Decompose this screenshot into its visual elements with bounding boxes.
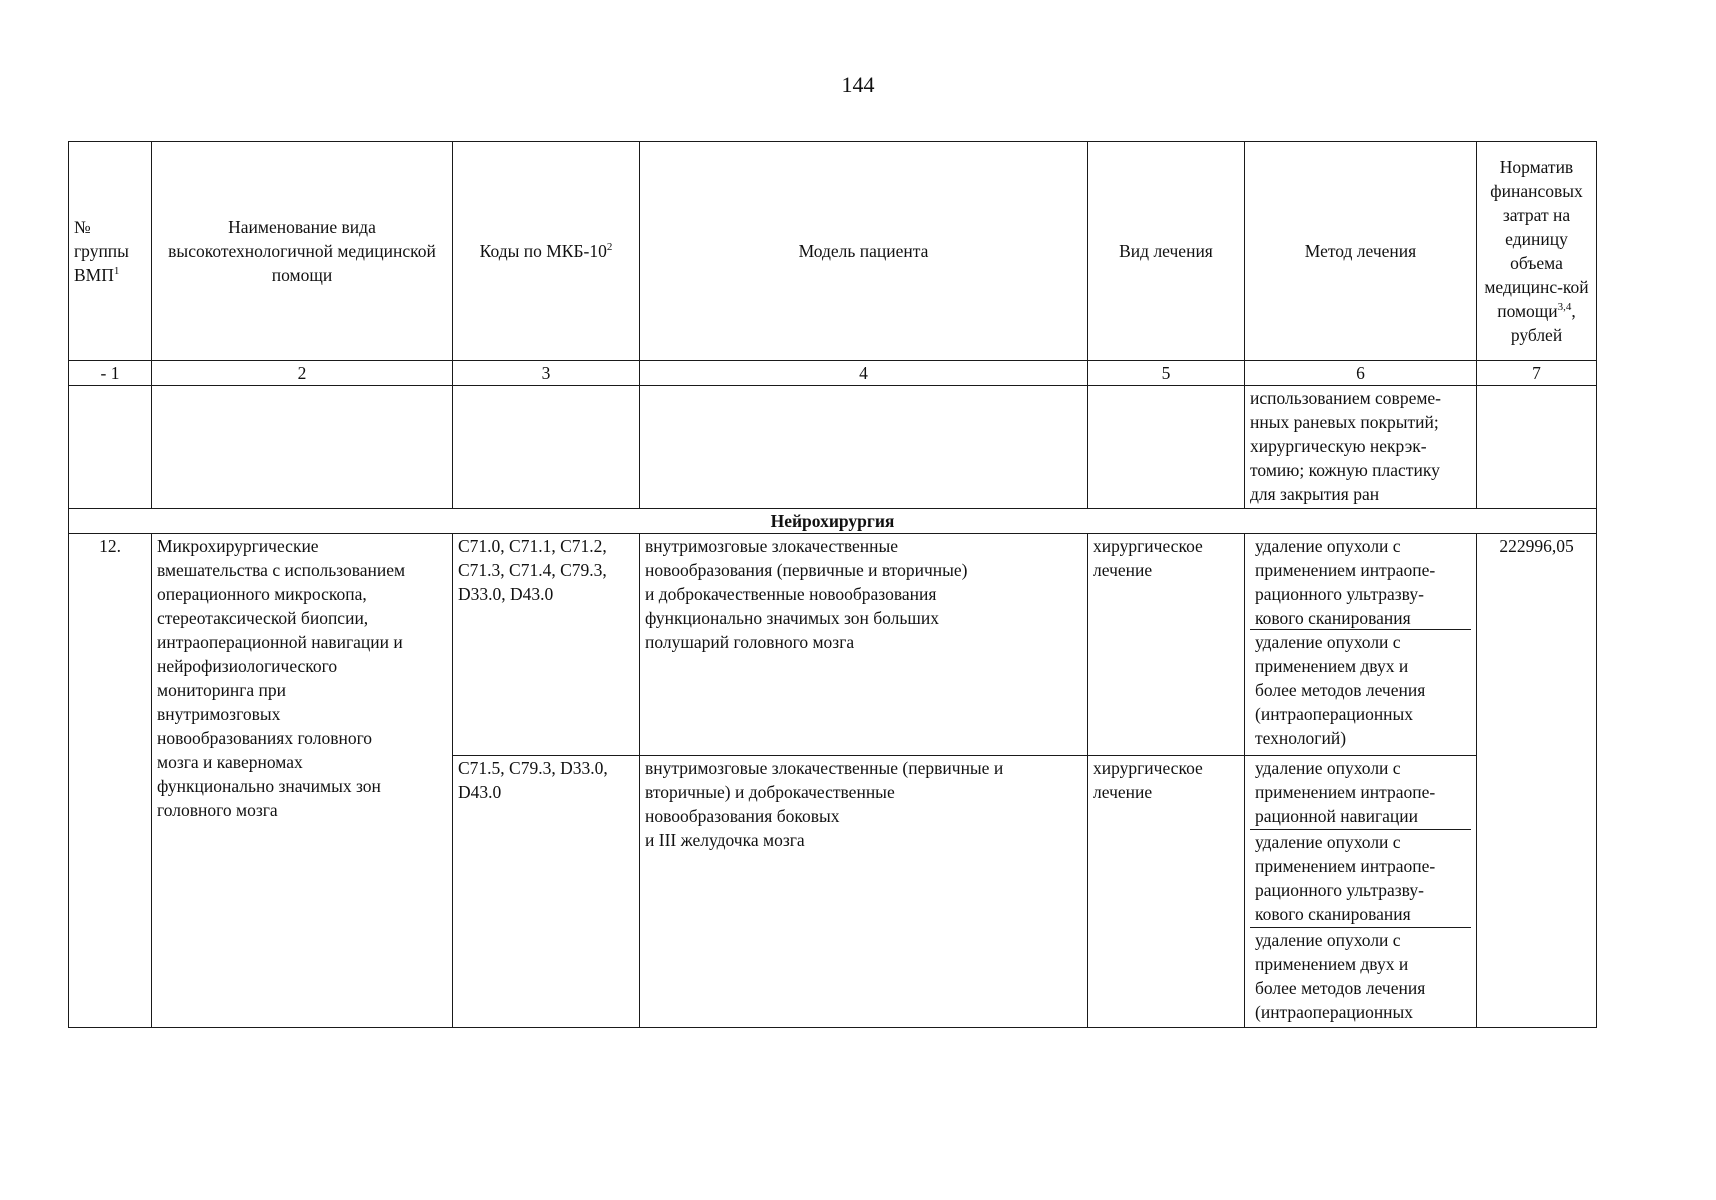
column-number: 2 xyxy=(152,361,453,386)
header-treatment-method: Метод лечения xyxy=(1245,142,1477,361)
icd-codes: C71.5, C79.3, D33.0, D43.0 xyxy=(453,756,640,1028)
column-number: 3 xyxy=(453,361,640,386)
empty-cell xyxy=(640,386,1088,509)
empty-cell xyxy=(1477,386,1597,509)
header-patient-model: Модель пациента xyxy=(640,142,1088,361)
treatment-method: удаление опухоли с применением интраопе- рационного ультразву- кового сканирования xyxy=(1250,534,1471,630)
column-number: 4 xyxy=(640,361,1088,386)
treatment-method: удаление опухоли с применением двух и более методов лечения (интраоперационных xyxy=(1255,930,1426,1022)
patient-model: внутримозговые злокачественные (первичные и вторичные) и доброкачественные новообразования боковых и III желудочка мозга xyxy=(640,756,1088,1028)
treatment-methods xyxy=(1245,534,1477,756)
continued-method-text: использованием совреме- нных раневых покрытий; хирургическую некрэк- томию; кожную пластику для закрытия ран xyxy=(1245,386,1477,509)
vmp-table xyxy=(68,141,1597,1028)
header-icd-codes: Коды по МКБ-$10^2$ xyxy=(453,142,640,361)
column-number-row xyxy=(69,361,1597,386)
treatment-method: удаление опухоли с применением интраопе- рационной навигации xyxy=(1250,756,1471,830)
cost-value: 222996,05 xyxy=(1477,534,1597,1028)
patient-model: внутримозговые злокачественные новообразования (первичные и вторичные) и доброкачественные новообразования функционально значимых зон больших полушарий головного мозга xyxy=(640,534,1088,756)
header-treatment-type: Вид лечения xyxy=(1088,142,1245,361)
continuation-row xyxy=(69,386,1597,509)
treatment-method: удаление опухоли с применением интраопе- рационного ультразву- кового сканирования xyxy=(1250,830,1471,928)
empty-cell xyxy=(1088,386,1245,509)
treatment-type: хирургическое лечение xyxy=(1088,534,1245,756)
empty-cell xyxy=(69,386,152,509)
treatment-method: удаление опухоли с применением двух и более методов лечения (интраоперационных технологий) xyxy=(1255,632,1426,748)
column-number: 7 xyxy=(1477,361,1597,386)
column-number: 6 xyxy=(1245,361,1477,386)
empty-cell xyxy=(453,386,640,509)
section-row xyxy=(69,509,1597,534)
care-type-name: Микрохирургические вмешательства с использованием операционного микроскопа, стереотаксической биопсии, интраоперационной навигации и нейрофизиологического мониторинга при внутримозговых новообразованиях головного мозга и каверномах функционально значимых зон головного мозга xyxy=(152,534,453,1028)
column-number: - 1 xyxy=(69,361,152,386)
header-row xyxy=(69,142,1597,361)
column-number: 5 xyxy=(1088,361,1245,386)
treatment-methods xyxy=(1245,756,1477,1028)
header-cost-standard: Норматив финансовых затрат на единицу объема медицинс-кой помощи$^{3,4}$, рублей xyxy=(1477,142,1597,361)
group-row-1 xyxy=(69,534,1597,756)
section-title: Нейрохирургия xyxy=(69,509,1597,534)
empty-cell xyxy=(152,386,453,509)
header-care-type-name: Наименование вида высокотехнологичной медицинской помощи xyxy=(152,142,453,361)
icd-codes: C71.0, C71.1, C71.2, C71.3, C71.4, C79.3, D33.0, D43.0 xyxy=(453,534,640,756)
header-group-number: № группы ВМП$^1$ xyxy=(69,142,152,361)
treatment-type: хирургическое лечение xyxy=(1088,756,1245,1028)
page-number: 144 xyxy=(841,72,875,97)
group-number: 12. xyxy=(69,534,152,1028)
